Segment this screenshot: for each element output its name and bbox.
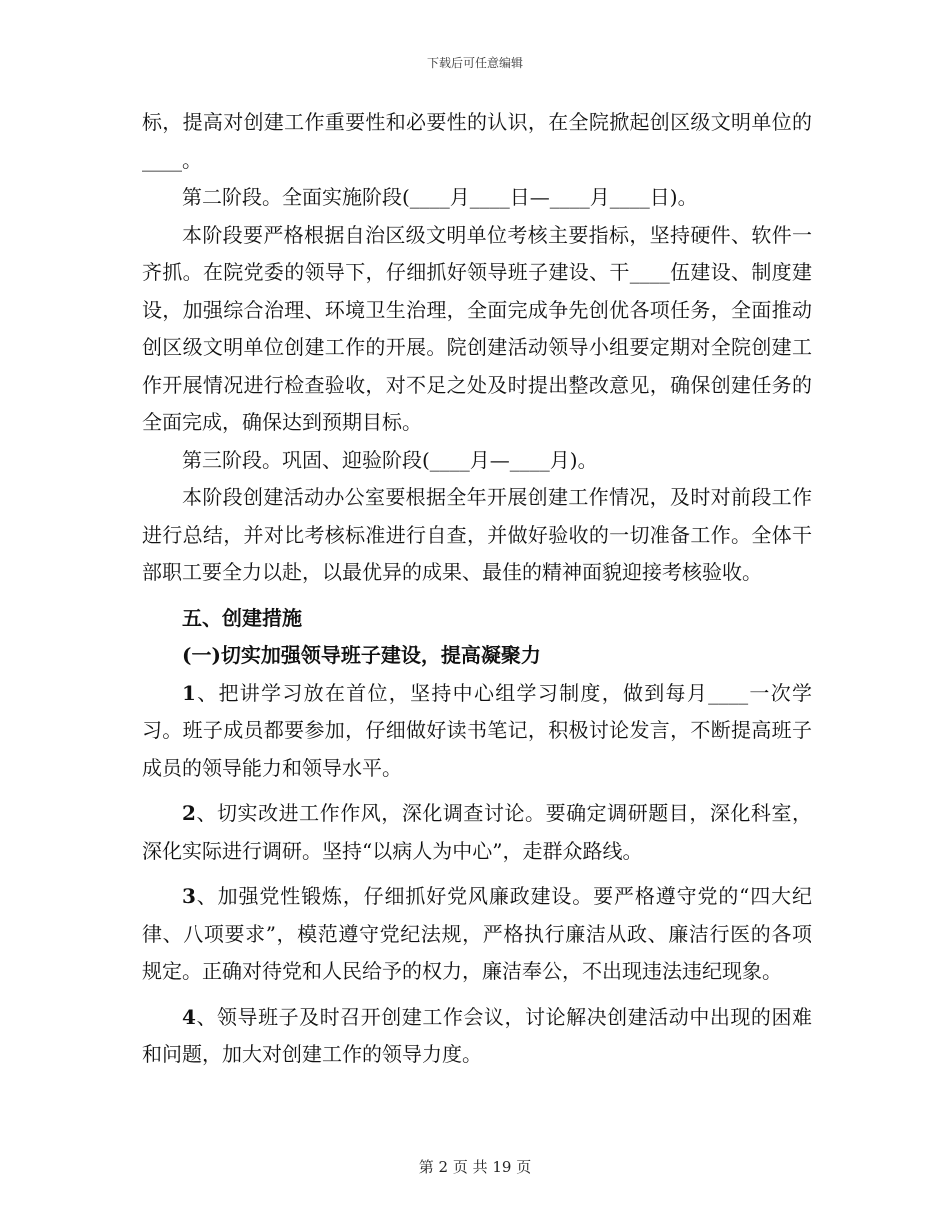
item-text: 、切实改进工作作风，深化调查讨论。要确定调研题目，深化科室，深化实际进行调研。坚持“以病人为中心”，走群众路线。 <box>142 801 812 863</box>
paragraph-stage-three: 第三阶段。巩固、迎验阶段(____月—____月)。 <box>182 447 598 472</box>
measure-item-1 <box>142 675 812 788</box>
item-number: 2 <box>182 801 196 825</box>
item-text: 、加强党性锻炼，仔细抓好党风廉政建设。要严格遵守党的“四大纪律、八项要求”，模范遵守党纪法规，严格执行廉洁从政、廉洁行医的各项规定。正确对待党和人民给予的权力，廉洁奉公，不出现违法违纪现象。 <box>142 884 812 983</box>
subsection-heading: (一)切实加强领导班子建设，提高凝聚力 <box>182 643 541 667</box>
section-heading: 五、创建措施 <box>182 605 302 630</box>
item-number: 3 <box>182 884 196 908</box>
item-text: 、把讲学习放在首位，坚持中心组学习制度，做到每月____一次学习。班子成员都要参加，仔细做好读书笔记，积极讨论发言，不断提高班子成员的领导能力和领导水平。 <box>142 680 812 780</box>
item-number: 1 <box>182 680 196 705</box>
measure-item-2 <box>142 795 812 870</box>
paragraph-continuation: 标，提高对创建工作重要性和必要性的认识，在全院掀起创区级文明单位的____。 <box>142 110 812 172</box>
document-body <box>142 104 812 1074</box>
page-header-note: 下载后可任意编辑 <box>426 56 523 70</box>
paragraph-stage-three-detail: 本阶段创建活动办公室要根据全年开展创建工作情况，及时对前段工作进行总结，并对比考核标准进行自查，并做好验收的一切准备工作。全体干部职工要全力以赴，以最优异的成果、最佳的精神面貌迎接考核验收。 <box>142 485 812 584</box>
paragraph-stage-two: 第二阶段。全面实施阶段(____月____日—____月____日)。 <box>182 185 698 209</box>
paragraph-stage-two-detail: 本阶段要严格根据自治区级文明单位考核主要指标，坚持硬件、软件一齐抓。在院党委的领导下，仔细抓好领导班子建设、干____伍建设、制度建设，加强综合治理、环境卫生治理，全面完成争先创优各项任务，全面推动创区级文明单位创建工作的开展。院创建活动领导小组要定期对全院创建工作开展情况进行检查验收，对不足之处及时提出整改意见，确保创建任务的全面完成，确保达到预期目标。 <box>142 222 812 434</box>
measure-item-3 <box>142 878 812 991</box>
measure-item-4 <box>142 999 812 1074</box>
item-text: 、领导班子及时召开创建工作会议，讨论解决创建活动中出现的困难和问题，加大对创建工作的领导力度。 <box>142 1004 812 1066</box>
page-footer-number: 第 2 页 共 19 页 <box>418 1158 532 1176</box>
item-number: 4 <box>182 1004 196 1029</box>
